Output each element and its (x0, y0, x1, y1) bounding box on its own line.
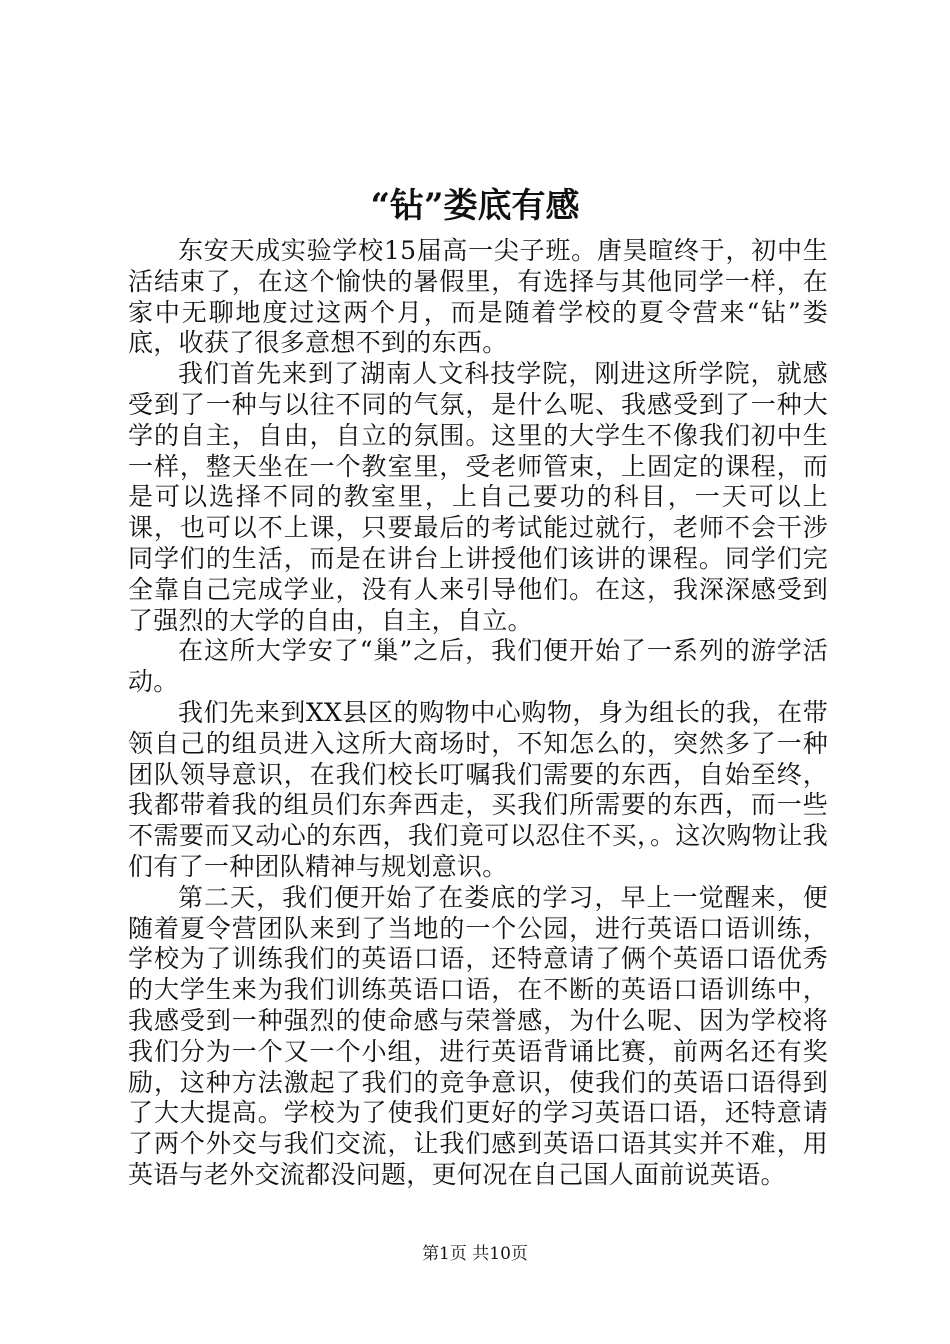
paragraph-5: 第二天，我们便开始了在娄底的学习，早上一觉醒来，便随着夏令营团队来到了当地的一个公园，进行英语口语训练，学校为了训练我们的英语口语，还特意请了俩个英语口语优秀的大学生来为我们训练英语口语，在不断的英语口语训练中，我感受到一种强烈的使命感与荣誉感，为什么呢、因为学校将我们分为一个又一个小组，进行英语背诵比赛，前两名还有奖励，这种方法激起了我们的竞争意识，使我们的英语口语得到了大大提高。学校为了使我们更好的学习英语口语，还特意请了两个外交与我们交流，让我们感到英语口语其实并不难，用英语与老外交流都没问题，更何况在自己国人面前说英语。 (128, 882, 828, 1189)
document-body (128, 236, 828, 1191)
document-title: “钻”娄底有感 (370, 186, 580, 226)
paragraph-4: 我们先来到XX县区的购物中心购物，身为组长的我，在带领自己的组员进入这所大商场时，不知怎么的，突然多了一种团队领导意识，在我们校长叮嘱我们需要的东西，自始至终，我都带着我的组员们东奔西走，买我们所需要的东西，而一些不需要而又动心的东西，我们竟可以忍住不买，。这次购物让我们有了一种团队精神与规划意识。 (128, 697, 828, 881)
paragraph-1: 东安天成实验学校15届高一尖子班。唐昊暄终于，初中生活结束了，在这个愉快的暑假里，有选择与其他同学一样，在家中无聊地度过这两个月，而是随着学校的夏令营来“钻”娄底，收获了很多意想不到的东西。 (128, 236, 828, 358)
paragraph-2: 我们首先来到了湖南人文科技学院，刚进这所学院，就感受到了一种与以往不同的气氛，是什么呢、我感受到了一种大学的自主，自由，自立的氛围。这里的大学生不像我们初中生一样，整天坐在一个教室里，受老师管束，上固定的课程，而是可以选择不同的教室里，上自己要功的科目，一天可以上课，也可以不上课，只要最后的考试能过就行，老师不会干涉同学们的生活，而是在讲台上讲授他们该讲的课程。同学们完全靠自己完成学业，没有人来引导他们。在这，我深深感受到了强烈的大学的自由，自主，自立。 (128, 359, 828, 635)
page-number-footer: 第1页 共10页 (422, 1244, 528, 1264)
paragraph-3: 在这所大学安了“巢”之后，我们便开始了一系列的游学活动。 (128, 636, 828, 697)
